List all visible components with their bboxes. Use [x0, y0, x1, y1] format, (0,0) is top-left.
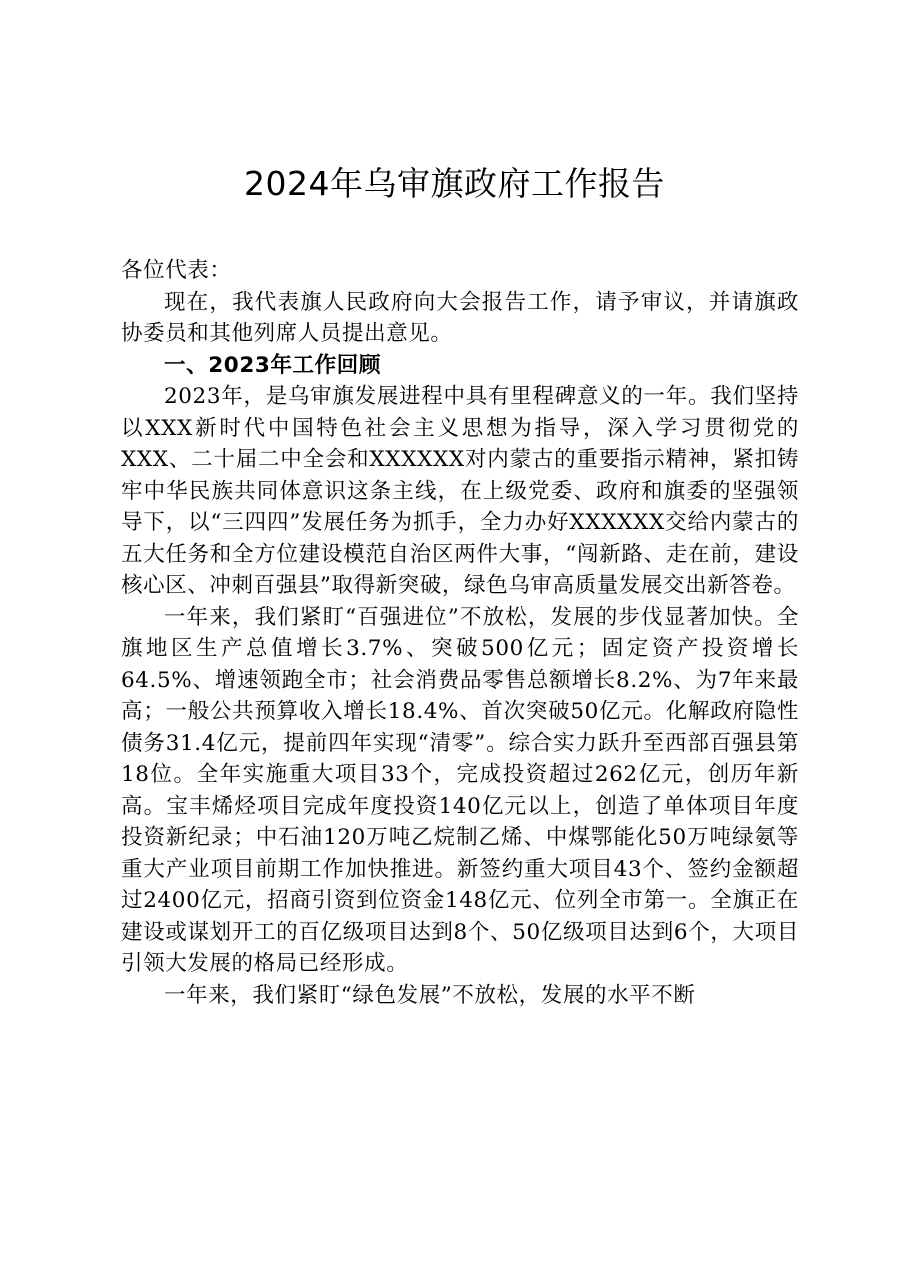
section-paragraph-3: 一年来，我们紧盯“绿色发展”不放松，发展的水平不断: [164, 982, 696, 1008]
document-title: 2024年乌审旗政府工作报告: [244, 164, 665, 203]
document-body: [121, 255, 799, 1011]
section-paragraph-2: 一年来，我们紧盯“百强进位”不放松，发展的步伐显著加快。全旗地区生产总值增长3.7%、突破500亿元；固定资产投资增长64.5%、增速领跑全市；社会消费品零售总额增长8.2%、为7年来最高；一般公共预算收入增长18.4%、首次突破50亿元。化解政府隐性债务31.4亿元，提前四年实现“清零”。综合实力跃升至西部百强县第18位。全年实施重大项目33个，完成投资超过262亿元，创历年新高。宝丰烯烃项目完成年度投资140亿元以上，创造了单体项目年度投资新纪录；中石油120万吨乙烷制乙烯、中煤鄂能化50万吨绿氨等重大产业项目前期工作加快推进。新签约重大项目43个、签约金额超过2400亿元，招商引资到位资金148亿元、位列全市第一。全旗正在建设或谋划开工的百亿级项目达到8个、50亿级项目达到6个，大项目引领大发展的格局已经形成。: [121, 604, 799, 976]
section-heading: 一、2023年工作回顾: [164, 352, 381, 378]
intro-paragraph: 现在，我代表旗人民政府向大会报告工作，请予审议，并请旗政协委员和其他列席人员提出意见。: [121, 289, 799, 346]
salutation: 各位代表：: [121, 258, 232, 283]
section-paragraph-1: 2023年，是乌审旗发展进程中具有里程碑意义的一年。我们坚持以XXX新时代中国特色社会主义思想为指导，深入学习贯彻党的XXX、二十届二中全会和XXXXXX对内蒙古的重要指示精神，紧扣铸牢中华民族共同体意识这条主线，在上级党委、政府和旗委的坚强领导下，以“三四四”发展任务为抓手，全力办好XXXXXX交给内蒙古的五大任务和全方位建设模范自治区两件大事，“闯新路、走在前，建设核心区、冲刺百强县”取得新突破，绿色乌审高质量发展交出新答卷。: [121, 384, 799, 598]
